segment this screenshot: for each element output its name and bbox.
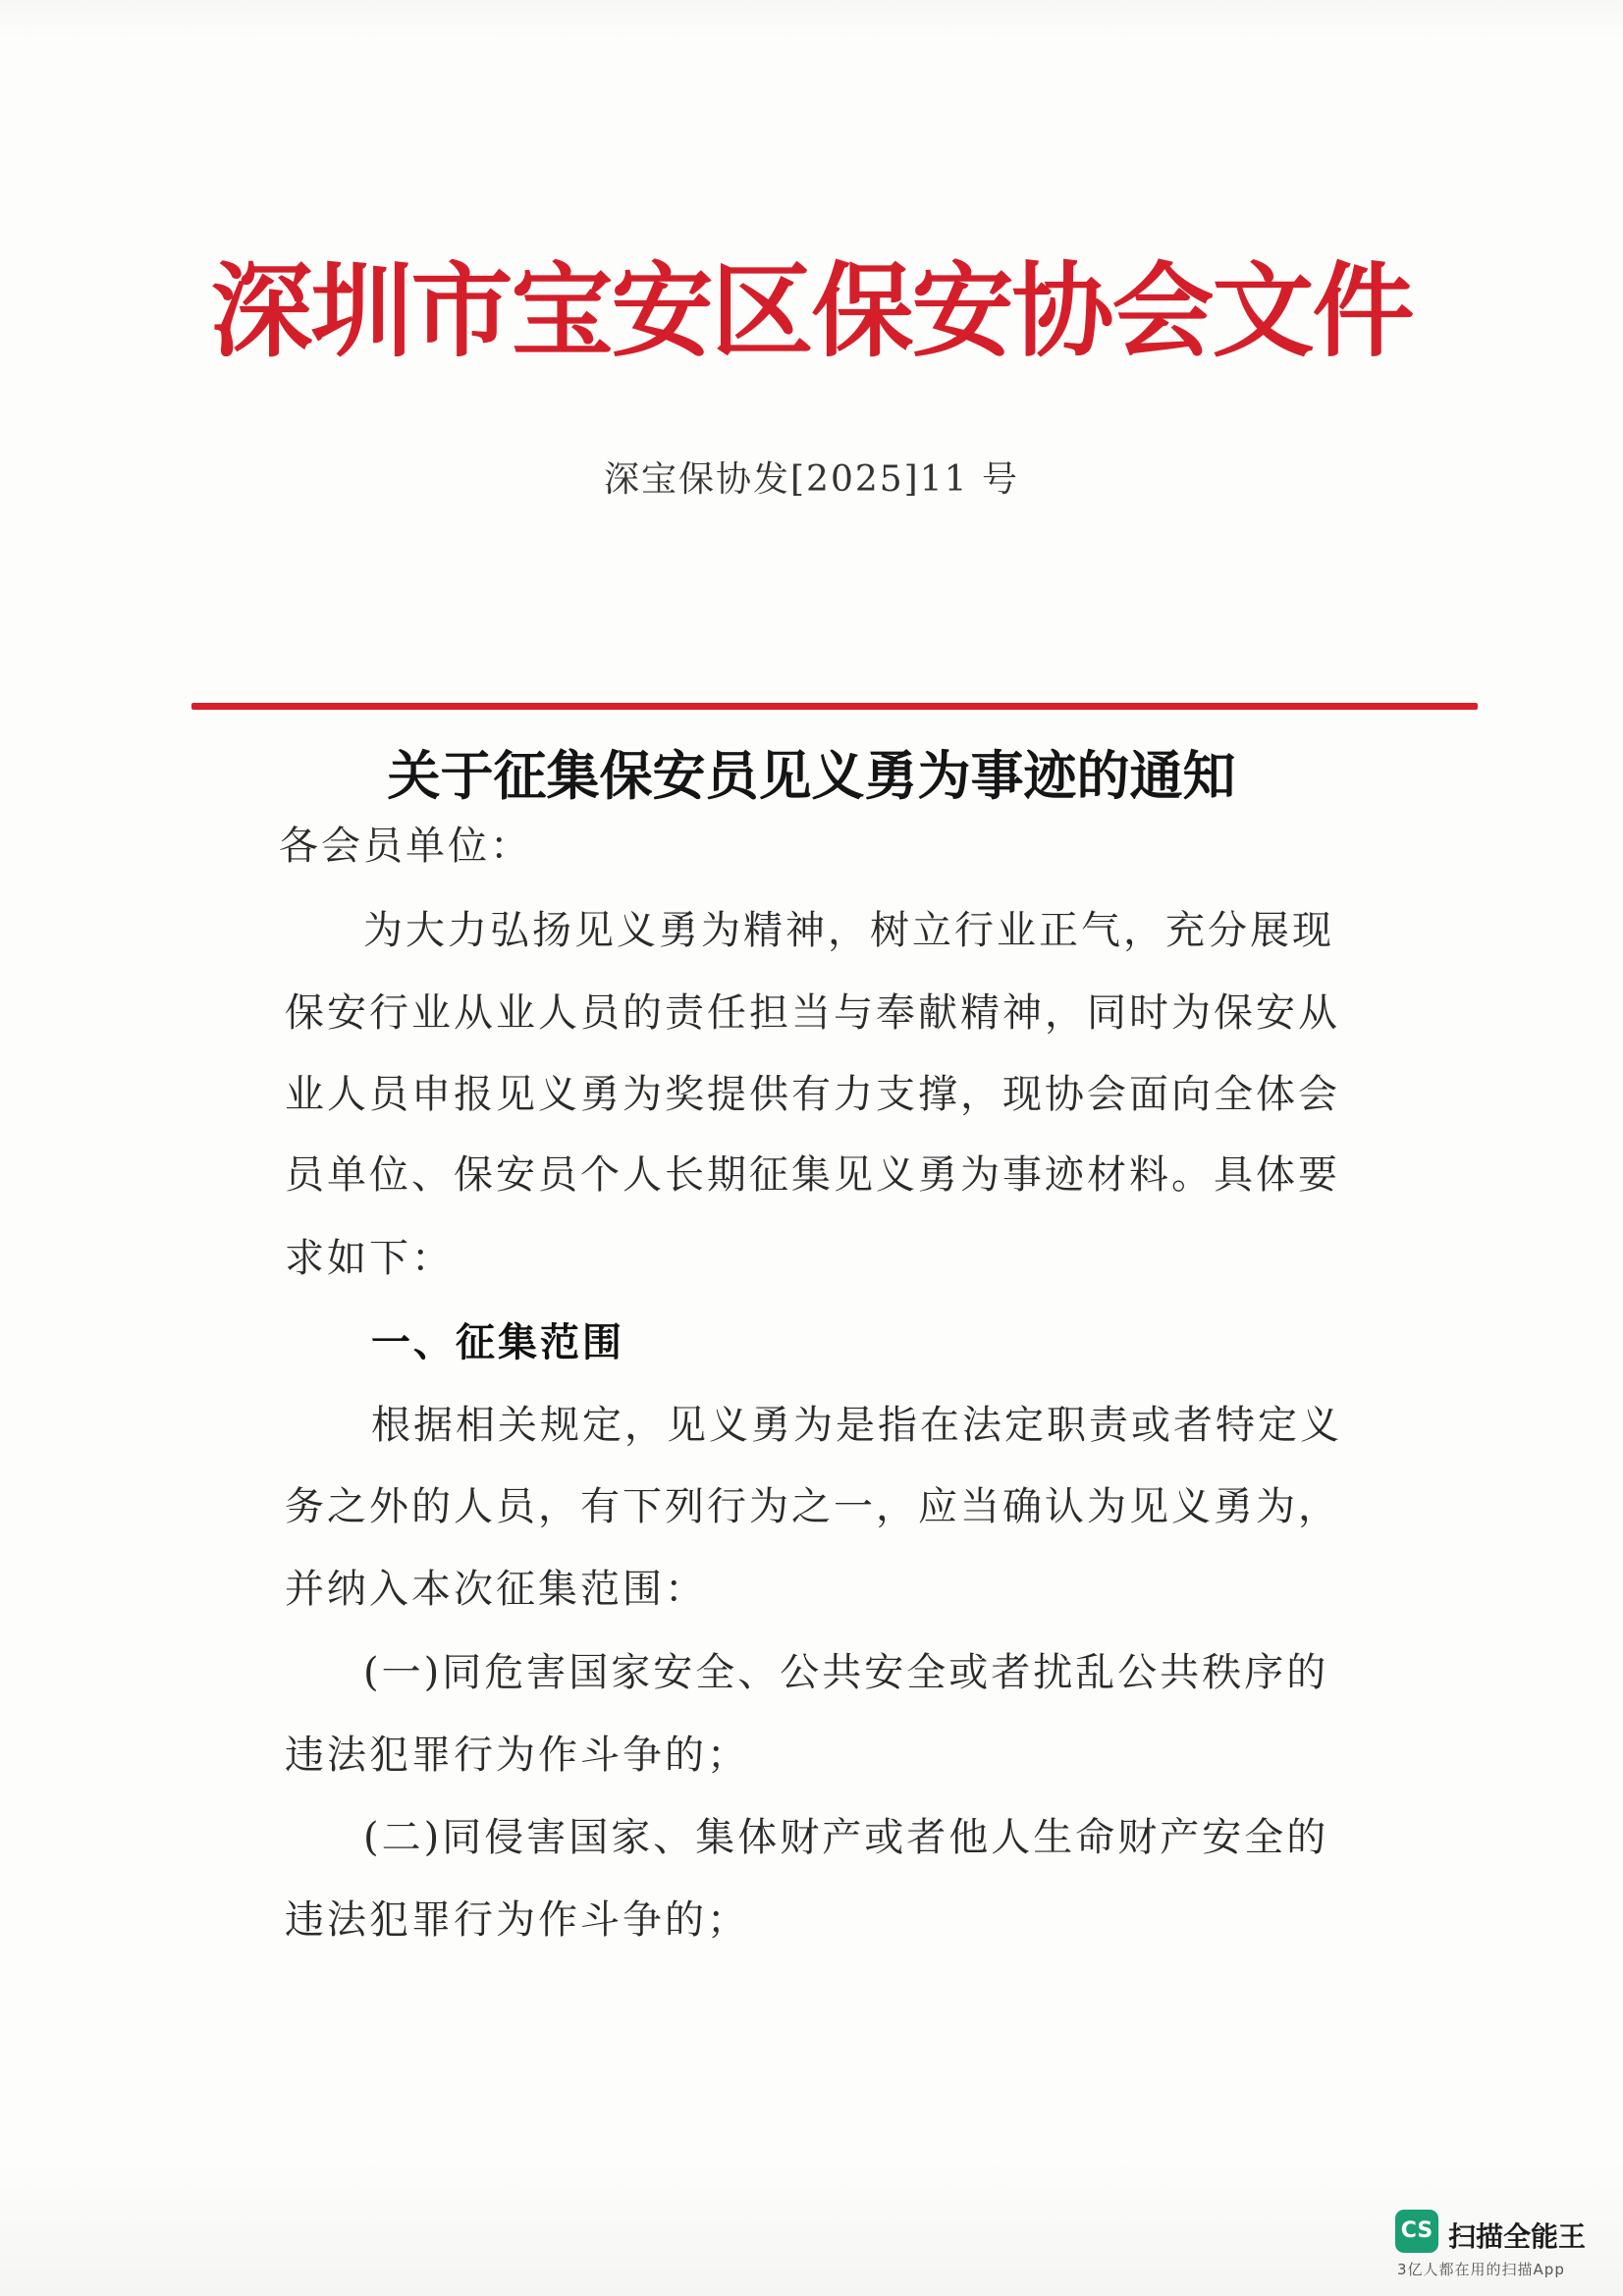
- body-line: 员单位、保安员个人长期征集见义勇为事迹材料。具体要: [285, 1152, 1340, 1198]
- body-line: 为大力弘扬见义勇为精神，树立行业正气，充分展现: [363, 908, 1334, 953]
- red-divider-line: [191, 703, 1478, 710]
- scanner-watermark: [1395, 2210, 1601, 2278]
- body-line: (二)同侵害国家、集体财产或者他人生命财产安全的: [363, 1815, 1329, 1860]
- body-line: 求如下：: [285, 1236, 454, 1281]
- body-line: 违法犯罪行为作斗争的；: [285, 1733, 749, 1778]
- org-letterhead-title: 深圳市宝安区保安协会文件: [210, 251, 1413, 371]
- notice-title: 关于征集保安员见义勇为事迹的通知: [387, 744, 1236, 807]
- body-line: 务之外的人员，有下列行为之一，应当确认为见义勇为，: [285, 1484, 1340, 1529]
- body-line: (一)同危害国家安全、公共安全或者扰乱公共秩序的: [363, 1650, 1329, 1695]
- body-line: 保安行业从业人员的责任担当与奉献精神，同时为保安从: [285, 990, 1340, 1036]
- scanner-tagline: 3亿人都在用的扫描App: [1397, 2261, 1565, 2278]
- document-number: 深宝保协发[2025]11 号: [604, 459, 1019, 500]
- body-line: 违法犯罪行为作斗争的；: [285, 1897, 749, 1943]
- section-heading: 一、征集范围: [371, 1320, 624, 1365]
- body-line: 各会员单位：: [279, 824, 532, 869]
- body-line: 并纳入本次征集范围：: [285, 1567, 707, 1612]
- body-line: 业人员申报见义勇为奖提供有力支撑，现协会面向全体会: [285, 1072, 1340, 1117]
- body-line: 根据相关规定，见义勇为是指在法定职责或者特定义: [371, 1403, 1342, 1448]
- scanner-app-name: 扫描全能王: [1448, 2220, 1587, 2253]
- camscanner-logo-icon: CS: [1395, 2210, 1438, 2253]
